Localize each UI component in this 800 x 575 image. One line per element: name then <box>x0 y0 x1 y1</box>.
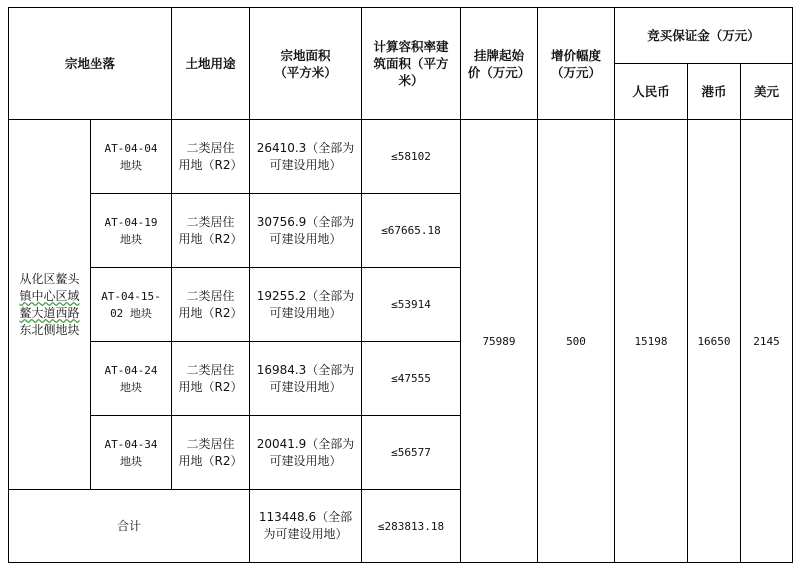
parcel-id: AT-04-15- 02 地块 <box>91 268 172 342</box>
parcel-id: AT-04-04 地块 <box>91 120 172 194</box>
deposit-hkd-cell: 16650 <box>688 120 741 563</box>
increment-cell: 500 <box>538 120 615 563</box>
header-start-price: 挂牌起始 价（万元） <box>461 8 538 120</box>
parcel-id: AT-04-24 地块 <box>91 342 172 416</box>
parcel-use: 二类居住 用地（R2） <box>172 194 250 268</box>
parcel-floor-area: ≤56577 <box>362 416 461 490</box>
parcel-floor-area: ≤53914 <box>362 268 461 342</box>
parcel-floor-area: ≤67665.18 <box>362 194 461 268</box>
header-use: 土地用途 <box>172 8 250 120</box>
header-increment: 增价幅度 （万元） <box>538 8 615 120</box>
header-usd: 美元 <box>741 64 793 120</box>
land-auction-table <box>8 7 793 563</box>
total-area: 113448.6（全部 为可建设用地） <box>250 490 362 563</box>
parcel-use: 二类居住 用地（R2） <box>172 342 250 416</box>
parcel-area: 20041.9（全部为 可建设用地） <box>250 416 362 490</box>
start-price-cell: 75989 <box>461 120 538 563</box>
header-hkd: 港币 <box>688 64 741 120</box>
parcel-floor-area: ≤47555 <box>362 342 461 416</box>
parcel-id: AT-04-19 地块 <box>91 194 172 268</box>
location-cell: 从化区鳌头 镇中心区域 鳌大道西路 东北侧地块 <box>9 120 91 490</box>
header-location: 宗地坐落 <box>9 8 172 120</box>
deposit-rmb-cell: 15198 <box>615 120 688 563</box>
parcel-area: 19255.2（全部为 可建设用地） <box>250 268 362 342</box>
header-floor-area: 计算容积率建 筑面积（平方 米） <box>362 8 461 120</box>
parcel-area: 30756.9（全部为 可建设用地） <box>250 194 362 268</box>
parcel-use: 二类居住 用地（R2） <box>172 268 250 342</box>
parcel-use: 二类居住 用地（R2） <box>172 120 250 194</box>
header-area: 宗地面积 （平方米） <box>250 8 362 120</box>
parcel-area: 16984.3（全部为 可建设用地） <box>250 342 362 416</box>
parcel-use: 二类居住 用地（R2） <box>172 416 250 490</box>
parcel-id: AT-04-34 地块 <box>91 416 172 490</box>
deposit-usd-cell: 2145 <box>741 120 793 563</box>
parcel-floor-area: ≤58102 <box>362 120 461 194</box>
total-floor-area: ≤283813.18 <box>362 490 461 563</box>
header-deposit: 竞买保证金（万元） <box>615 8 793 64</box>
parcel-area: 26410.3（全部为 可建设用地） <box>250 120 362 194</box>
header-rmb: 人民币 <box>615 64 688 120</box>
total-label: 合计 <box>9 490 250 563</box>
